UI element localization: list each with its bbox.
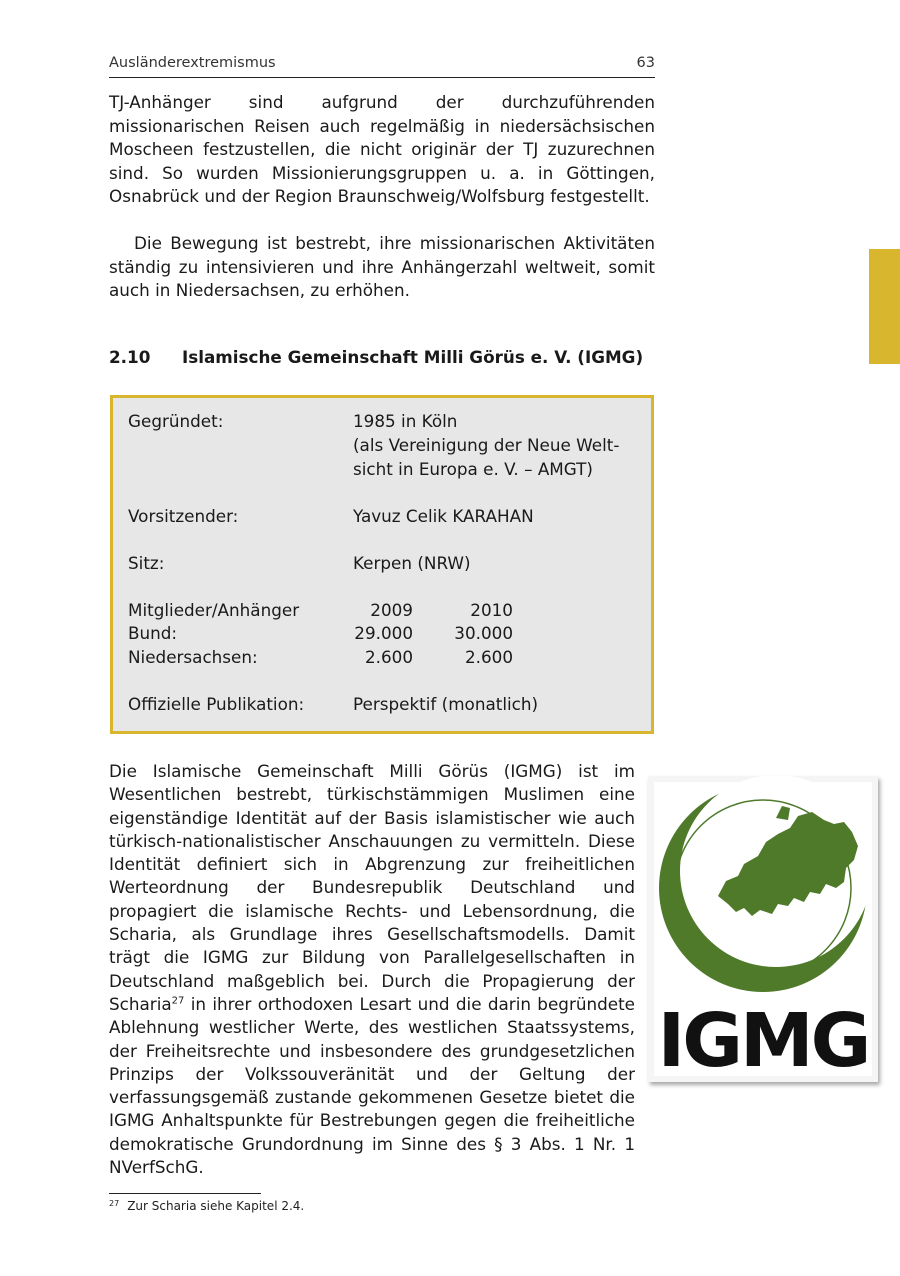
running-header xyxy=(109,53,655,78)
founded-value-line-2: (als Vereinigung der Neue Welt- xyxy=(353,435,620,455)
lower-saxony-2009-value: 2.600 xyxy=(364,647,413,667)
footnote-text: Zur Scharia siehe Kapitel 2.4. xyxy=(127,1199,305,1213)
members-year-2009: 2009 xyxy=(370,600,413,620)
lower-saxony-label: Niedersachsen: xyxy=(128,647,258,667)
intro-paragraph-1: TJ-Anhänger sind aufgrund der durchzuführenden missionarischen Reisen auch regelmäßig in niedersächsischen Moscheen festzustellen, die nicht originär der TJ zuzurechnen sind. So wurden Missionierungsgruppen u. a. in Göttingen, Osnabrück und der Region Braunschweig/Wolfsburg festgestellt. xyxy=(109,92,655,206)
intro-paragraph-2: Die Bewegung ist bestrebt, ihre missionarischen Aktivitäten ständig zu intensivieren und ihre Anhängerzahl weltweit, somit auch in Niedersachsen, zu erhöhen. xyxy=(109,233,655,300)
seat-value: Kerpen (NRW) xyxy=(353,553,471,573)
members-year-2010: 2010 xyxy=(470,600,513,620)
chapter-thumb-tab xyxy=(869,249,900,364)
running-header-title: Ausländerextremismus xyxy=(109,55,276,71)
section-number: 2.10 xyxy=(109,347,151,367)
organisation-fact-box xyxy=(110,395,654,734)
federal-label: Bund: xyxy=(128,623,178,643)
seat-label: Sitz: xyxy=(128,553,165,573)
body-text-part-1: Die Islamische Gemeinschaft Milli Görüs (IGMG) ist im Wesentlichen bestrebt, türkischstämmigen Muslimen eine eigenständige Identität auf der Basis islamistischer wie auch türkisch-nationalistischer Anschauungen zu vermitteln. Diese Identität definiert sich in Abgrenzung zur freiheitlichen Werteordnung der Bundesrepublik Deutschland und propagiert die islamische Rechts- und Lebensordnung, die Scharia, als Grundlage ihres Gesellschaftsmodells. Damit trägt die IGMG zur Bildung von Parallelgesellschaften in Deutschland maßgeblich bei. Durch die Propagierung der Scharia xyxy=(109,761,635,1014)
footnote xyxy=(109,1199,304,1213)
body-paragraph-text xyxy=(109,760,635,1179)
igmg-logo xyxy=(648,776,878,1082)
igmg-logo-graphic xyxy=(648,776,878,1082)
publication-value: Perspektif (monatlich) xyxy=(353,694,539,714)
lower-saxony-2010-value: 2.600 xyxy=(464,647,513,667)
founded-label: Gegründet: xyxy=(128,411,224,431)
founded-value-line-3: sicht in Europa e. V. – AMGT) xyxy=(353,459,593,479)
footnote-number: 27 xyxy=(109,1199,120,1208)
members-label: Mitglieder/Anhänger xyxy=(128,600,300,620)
section-heading xyxy=(109,347,669,367)
publication-label: Offizielle Publikation: xyxy=(128,694,305,714)
chair-value: Yavuz Celik KARAHAN xyxy=(353,506,534,526)
footnote-reference: 27 xyxy=(171,995,185,1007)
federal-2009-value: 29.000 xyxy=(354,623,413,643)
footnote-divider xyxy=(109,1193,261,1194)
section-title: Islamische Gemeinschaft Milli Görüs e. V. (IGMG) xyxy=(182,347,644,367)
federal-2010-value: 30.000 xyxy=(454,623,513,643)
body-paragraph xyxy=(109,760,655,1179)
logo-wordmark: IGMG xyxy=(657,998,869,1082)
page-number: 63 xyxy=(636,55,655,71)
body-text-part-2: in ihrer orthodoxen Lesart und die darin begründete Ablehnung westlicher Werte, des westlichen Staatssystems, der Freiheitsrechte und insbesondere des grundgesetzlichen Prinzips der Volkssouveränität und der Geltung der verfassungsgemäß zustande gekommenen Gesetze bietet die IGMG Anhaltspunkte für Bestrebungen gegen die freiheitliche demokratische Grundordnung im Sinne des § 3 Abs. 1 Nr. 1 NVerfSchG. xyxy=(109,993,635,1178)
chair-label: Vorsitzender: xyxy=(128,506,239,526)
founded-value-line-1: 1985 in Köln xyxy=(353,411,458,431)
